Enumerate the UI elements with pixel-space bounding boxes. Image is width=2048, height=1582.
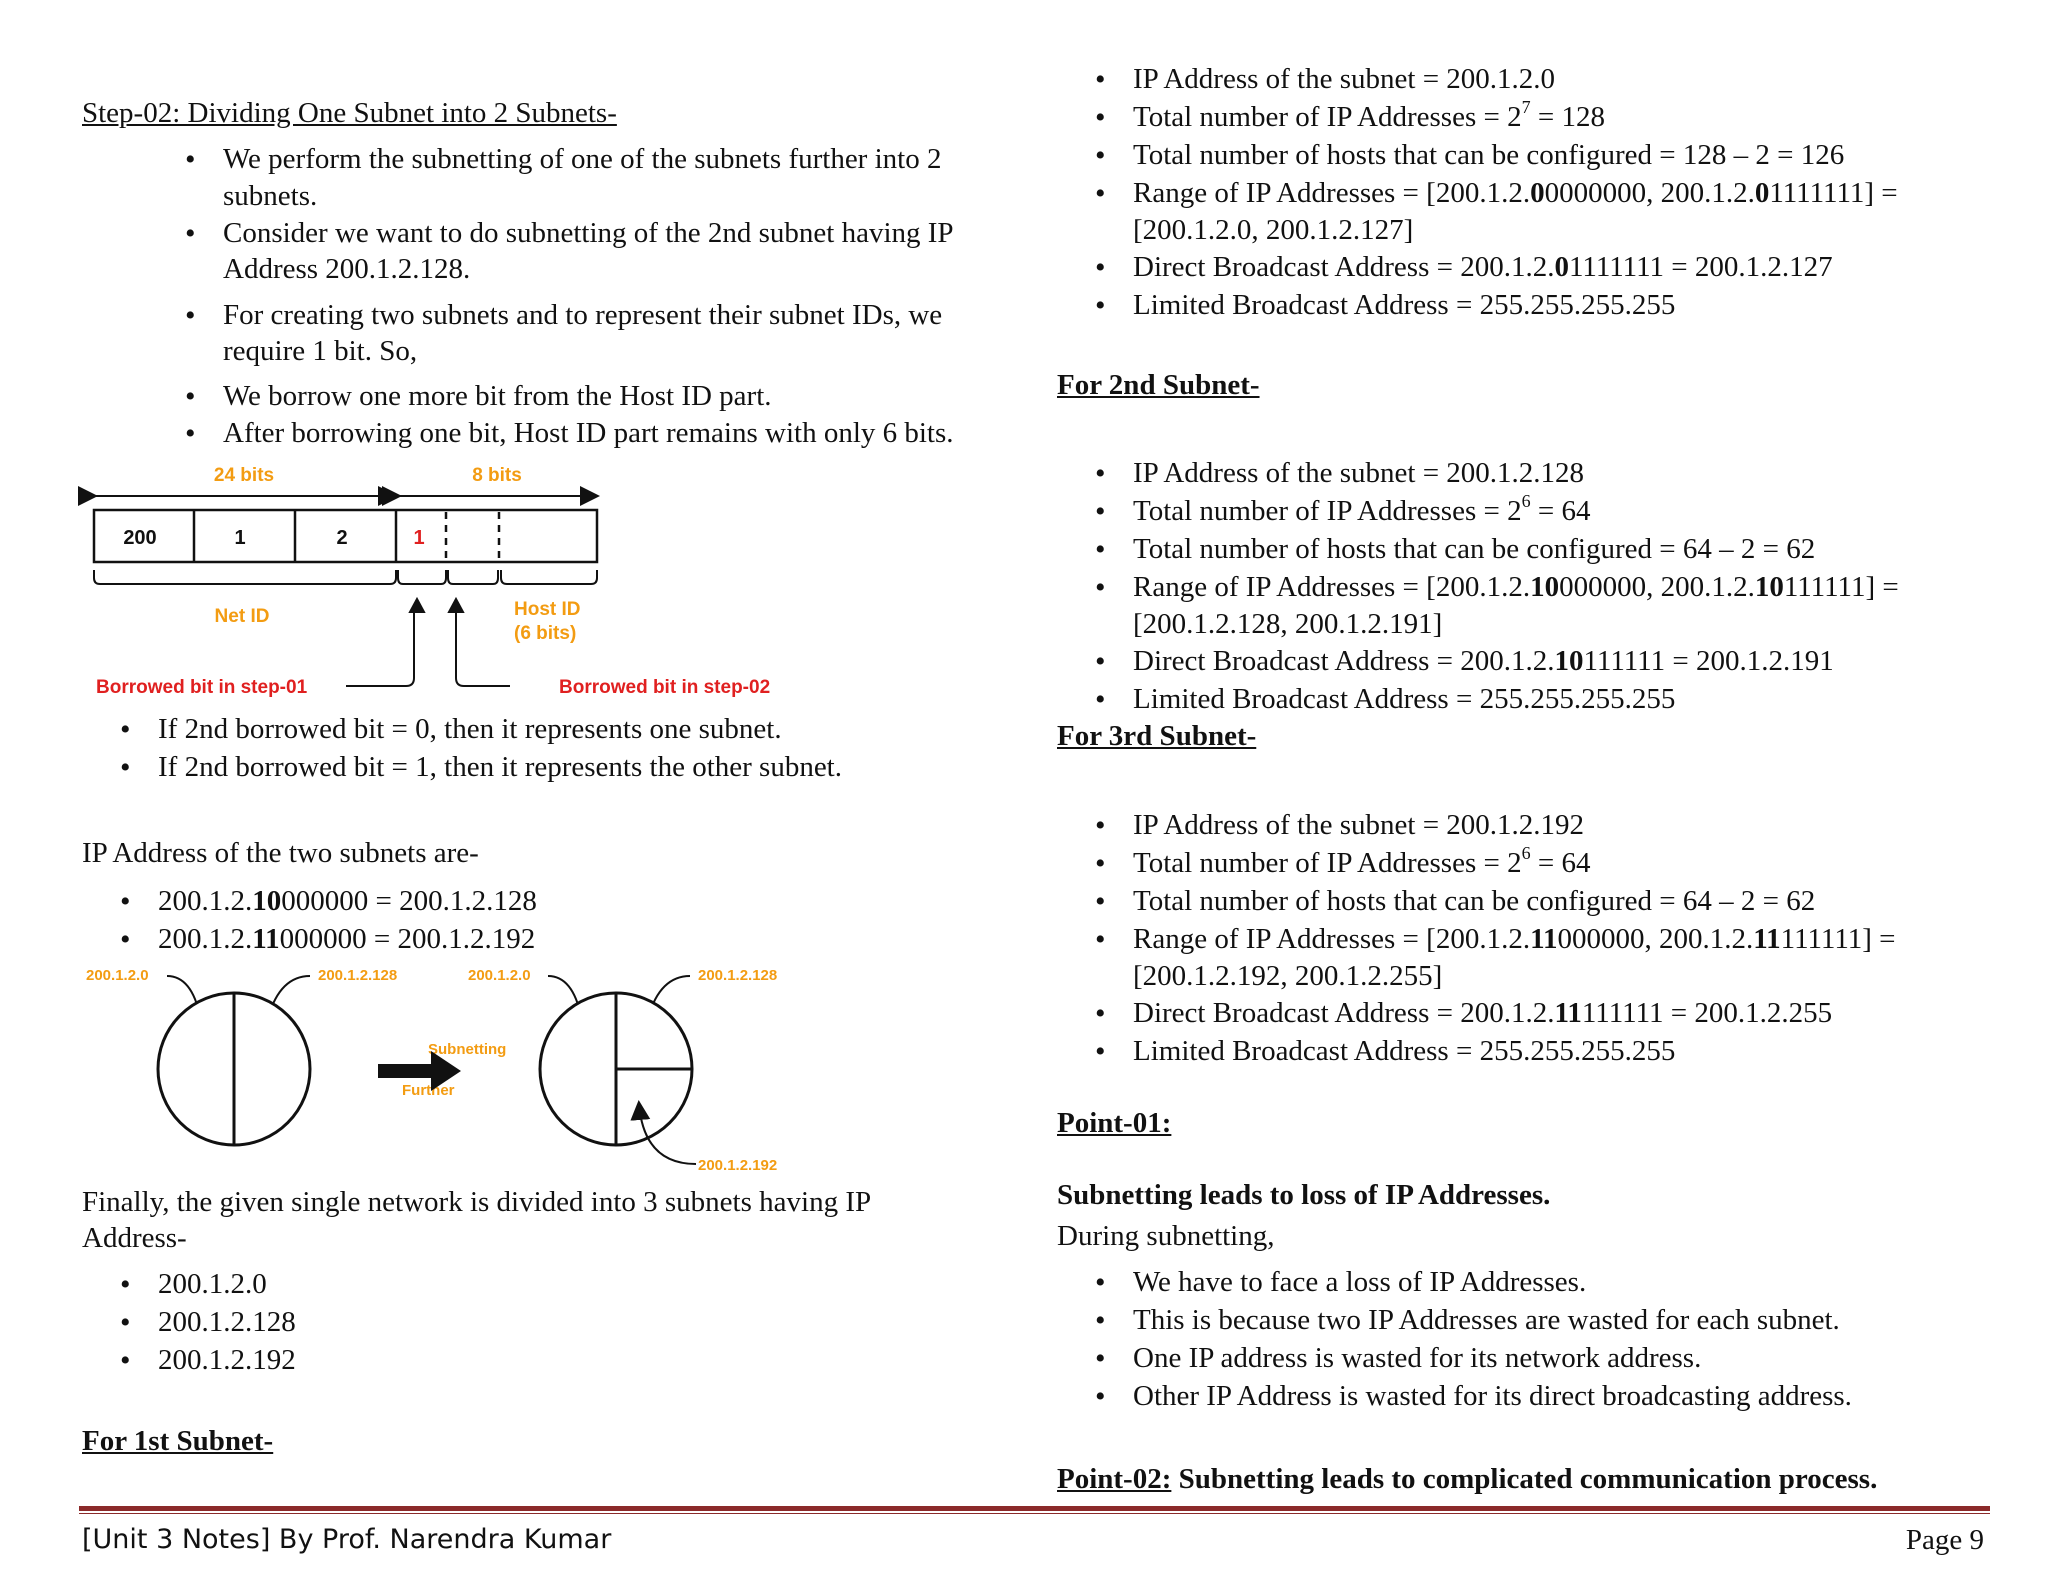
list-item: • This is because two IP Addresses are wasted for each subnet. — [1095, 1304, 1840, 1337]
list-item: • Range of IP Addresses = [200.1.2.00000000, 200.1.2.01111111] = — [1095, 177, 1898, 210]
list-item: • Direct Broadcast Address = 200.1.2.10111111 = 200.1.2.191 — [1095, 645, 1834, 678]
list-item: • After borrowing one bit, Host ID part remains with only 6 bits. — [185, 417, 954, 450]
list-item-cont: [200.1.2.192, 200.1.2.255] — [1133, 960, 1443, 992]
arrow-bottom-label: Further — [402, 1082, 455, 1099]
braces — [94, 570, 597, 584]
point2-label: Point-02: — [1057, 1463, 1172, 1495]
list-item: • Total number of IP Addresses = $2^6 = 64$ — [1095, 491, 1591, 528]
first-subnet-heading: For 1st Subnet- — [82, 1425, 274, 1457]
list-item-cont: require 1 bit. So, — [223, 335, 418, 367]
footer-page-number: Page 9 — [1905, 1524, 1984, 1556]
list-item: • 200.1.2.128 — [120, 1306, 296, 1339]
point1-title: Subnetting leads to loss of IP Addresses. — [1057, 1179, 1551, 1211]
list-item: • Direct Broadcast Address = 200.1.2.11111111 = 200.1.2.255 — [1095, 997, 1833, 1030]
octet-3: 2 — [336, 527, 348, 549]
list-item: • Limited Broadcast Address = 255.255.255.255 — [1095, 289, 1676, 322]
list-item-cont: Address 200.1.2.128. — [223, 253, 471, 285]
list-item: • Total number of IP Addresses = $2^7 = 128$ — [1095, 97, 1605, 134]
host-id-label: Host ID — [514, 599, 581, 620]
before-left-label: 200.1.2.0 — [86, 967, 149, 984]
borrowed-bit: 1 — [413, 527, 425, 549]
bit-diagram — [82, 452, 771, 702]
after-left-label: 200.1.2.0 — [468, 967, 531, 984]
list-item: • We perform the subnetting of one of the subnets further into 2 — [185, 143, 942, 176]
list-item-cont: [200.1.2.128, 200.1.2.191] — [1133, 608, 1443, 640]
list-item: • IP Address of the subnet = 200.1.2.192 — [1095, 809, 1585, 842]
octet-1: 200 — [123, 527, 157, 549]
final-text: Finally, the given single network is divided into 3 subnets having IP — [82, 1186, 872, 1218]
host-id-bits-label: (6 bits) — [514, 623, 577, 644]
list-item: • 200.1.2.11000000 = 200.1.2.192 — [120, 923, 536, 956]
list-item: • Limited Broadcast Address = 255.255.255.255 — [1095, 683, 1676, 716]
list-item: • Total number of hosts that can be configured = 128 – 2 = 126 — [1095, 139, 1845, 172]
octet-2: 1 — [234, 527, 246, 549]
list-item: • IP Address of the subnet = 200.1.2.0 — [1095, 63, 1556, 96]
point2-text: Subnetting leads to complicated communication process. — [1171, 1463, 1878, 1495]
list-item: • If 2nd borrowed bit = 1, then it represents the other subnet. — [120, 751, 842, 784]
list-item: • Total number of hosts that can be configured = 64 – 2 = 62 — [1095, 533, 1816, 566]
host-bits-label: 8 bits — [472, 465, 522, 486]
before-right-label: 200.1.2.128 — [318, 967, 398, 984]
arrow-top-label: Subnetting — [428, 1041, 507, 1058]
footer-rule-thick — [79, 1506, 1990, 1511]
borrowed-arrows — [346, 599, 510, 686]
after-bottom-label: 200.1.2.192 — [698, 1157, 778, 1174]
second-subnet-heading: For 2nd Subnet- — [1057, 369, 1260, 401]
footer-rule-thin — [79, 1513, 1990, 1514]
footer-left: [Unit 3 Notes] By Prof. Narendra Kumar — [82, 1524, 612, 1555]
list-item: • Total number of hosts that can be configured = 64 – 2 = 62 — [1095, 885, 1816, 918]
step-heading: Step-02: Dividing One Subnet into 2 Subnets- — [82, 97, 617, 129]
point2-line — [1057, 1461, 1877, 1498]
list-item: • IP Address of the subnet = 200.1.2.128 — [1095, 457, 1585, 490]
list-item: • Total number of IP Addresses = $2^6 = 64$ — [1095, 843, 1591, 880]
list-item: • We have to face a loss of IP Addresses. — [1095, 1266, 1587, 1299]
list-item: • Limited Broadcast Address = 255.255.255.255 — [1095, 1035, 1676, 1068]
final-text-cont: Address- — [82, 1222, 187, 1254]
list-item: • 200.1.2.0 — [120, 1268, 267, 1301]
borrowed-step2-label: Borrowed bit in step-02 — [559, 677, 771, 698]
ip-intro: IP Address of the two subnets are- — [82, 837, 479, 869]
list-item: • 200.1.2.192 — [120, 1344, 296, 1377]
list-item: • Consider we want to do subnetting of the 2nd subnet having IP — [185, 217, 954, 250]
list-item: • Range of IP Addresses = [200.1.2.11000000, 200.1.2.11111111] = — [1095, 923, 1896, 956]
list-item: • One IP address is wasted for its network address. — [1095, 1342, 1702, 1375]
after-right-label: 200.1.2.128 — [698, 967, 778, 984]
list-item: • Direct Broadcast Address = 200.1.2.01111111 = 200.1.2.127 — [1095, 251, 1833, 284]
third-subnet-heading: For 3rd Subnet- — [1057, 720, 1257, 752]
list-item: • If 2nd borrowed bit = 0, then it represents one subnet. — [120, 713, 782, 746]
list-item: • Range of IP Addresses = [200.1.2.10000000, 200.1.2.10111111] = — [1095, 571, 1899, 604]
list-item: • Other IP Address is wasted for its direct broadcasting address. — [1095, 1380, 1852, 1413]
point1-heading: Point-01: — [1057, 1107, 1172, 1139]
borrowed-step1-label: Borrowed bit in step-01 — [96, 677, 308, 698]
point1-intro: During subnetting, — [1057, 1220, 1275, 1252]
list-item: • For creating two subnets and to represent their subnet IDs, we — [185, 299, 943, 332]
list-item-cont: subnets. — [223, 180, 318, 212]
net-id-label: Net ID — [214, 606, 270, 627]
net-bits-label: 24 bits — [213, 465, 275, 486]
list-item: • 200.1.2.10000000 = 200.1.2.128 — [120, 885, 537, 918]
subnet-circle-diagram — [82, 960, 802, 1180]
list-item: • We borrow one more bit from the Host ID part. — [185, 380, 772, 413]
list-item-cont: [200.1.2.0, 200.1.2.127] — [1133, 214, 1414, 246]
